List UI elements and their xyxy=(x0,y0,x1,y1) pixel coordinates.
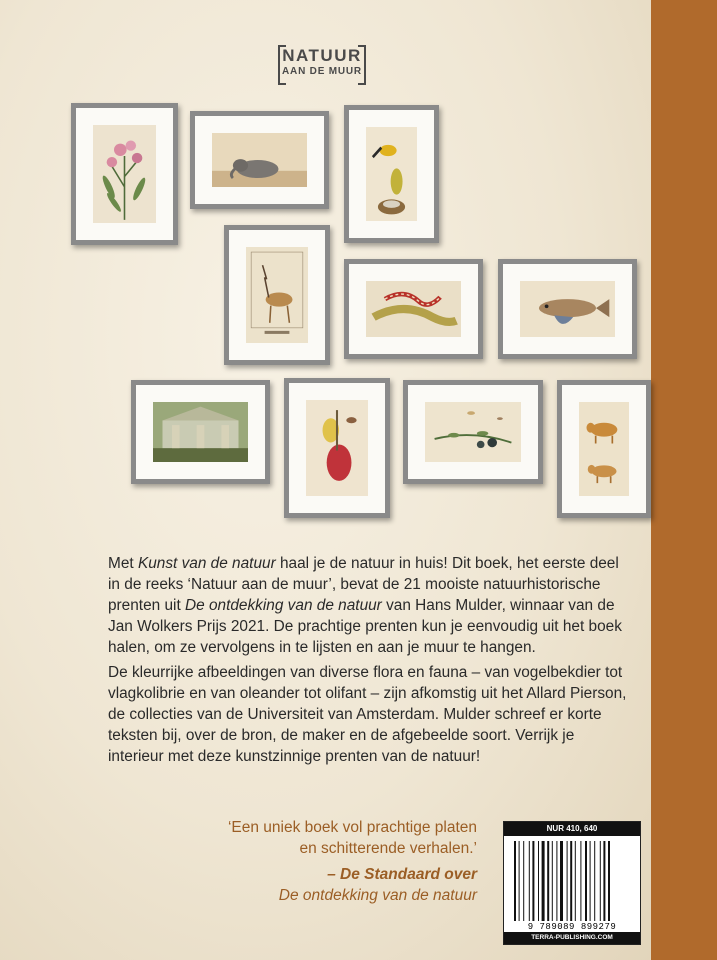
print-frame-orioles xyxy=(344,105,439,243)
cover-spine-band xyxy=(651,0,717,960)
print-antelope xyxy=(246,247,308,343)
print-frame-plant-insects xyxy=(403,380,543,484)
print-snake-and-caiman xyxy=(366,281,461,337)
print-oleander xyxy=(93,125,156,223)
print-frame-greenhouse xyxy=(131,380,270,484)
description-paragraph-1 xyxy=(108,553,628,658)
print-frame-antelope xyxy=(224,225,330,365)
desc-text-c: van Hans Mulder, winnaar van de Jan Wolkers Prijs 2021. De prachtige prenten kun je eenvoudig uit het boek halen, om ze vervolgens in te lijsten en aan je muur te hangen. xyxy=(108,597,622,656)
print-frame-snake-caiman xyxy=(344,259,483,359)
print-banana-flower xyxy=(306,400,368,496)
print-greenhouse xyxy=(153,402,248,462)
print-frame-big-cats xyxy=(557,380,651,518)
isbn-number: 9 789089 899279 xyxy=(527,922,617,932)
print-big-cats xyxy=(579,402,629,496)
print-frame-oleander xyxy=(71,103,178,245)
quote-attribution: – De Standaard over xyxy=(327,866,477,883)
print-elephant xyxy=(212,133,307,187)
desc-text-b: haal je de natuur in huis! Dit boek, het eerste deel in de reeks ‘Natuur aan de muur’, bevat de 21 mooiste natuurhistorische prenten uit xyxy=(108,555,619,614)
desc-paragraph-2-text: De kleurrijke afbeeldingen van diverse flora en fauna – van vogelbekdier tot vlagkolibrie en van oleander tot olifant – zijn afkomstig uit het Allard Pierson, de collecties van de Universiteit van Amsterdam. Mulder schreef er korte teksten bij, over de bron, de maker en de afgebeelde soort. Verrijk je interieur met deze kunstzinnige prenten van de natuur! xyxy=(108,664,627,765)
print-fish xyxy=(520,281,615,337)
print-plant-with-insects xyxy=(425,402,521,462)
print-frame-banana xyxy=(284,378,390,518)
press-quote xyxy=(157,817,477,906)
quote-line-2: en schitterende verhalen.’ xyxy=(299,840,477,857)
logo-line-1: NATUUR xyxy=(282,46,362,65)
print-orioles-nest xyxy=(366,127,417,221)
desc-title-book: Kunst van de natuur xyxy=(137,555,276,572)
print-frame-elephant xyxy=(190,111,329,209)
quote-line-1: ‘Een uniek boek vol prachtige platen xyxy=(227,819,477,836)
desc-text-a: Met xyxy=(108,555,138,572)
nur-code: NUR 410, 640 xyxy=(504,822,640,836)
desc-title-source: De ontdekking van de natuur xyxy=(185,597,382,614)
barcode-panel xyxy=(503,821,641,945)
print-frame-fish xyxy=(498,259,637,359)
publisher-url: TERRA-PUBLISHING.COM xyxy=(504,932,640,944)
series-logo xyxy=(278,45,366,83)
barcode-bars xyxy=(512,841,632,921)
logo-line-2: AAN DE MUUR xyxy=(282,66,362,77)
description-paragraph-2 xyxy=(108,662,628,767)
quote-source: De ontdekking van de natuur xyxy=(278,887,477,904)
